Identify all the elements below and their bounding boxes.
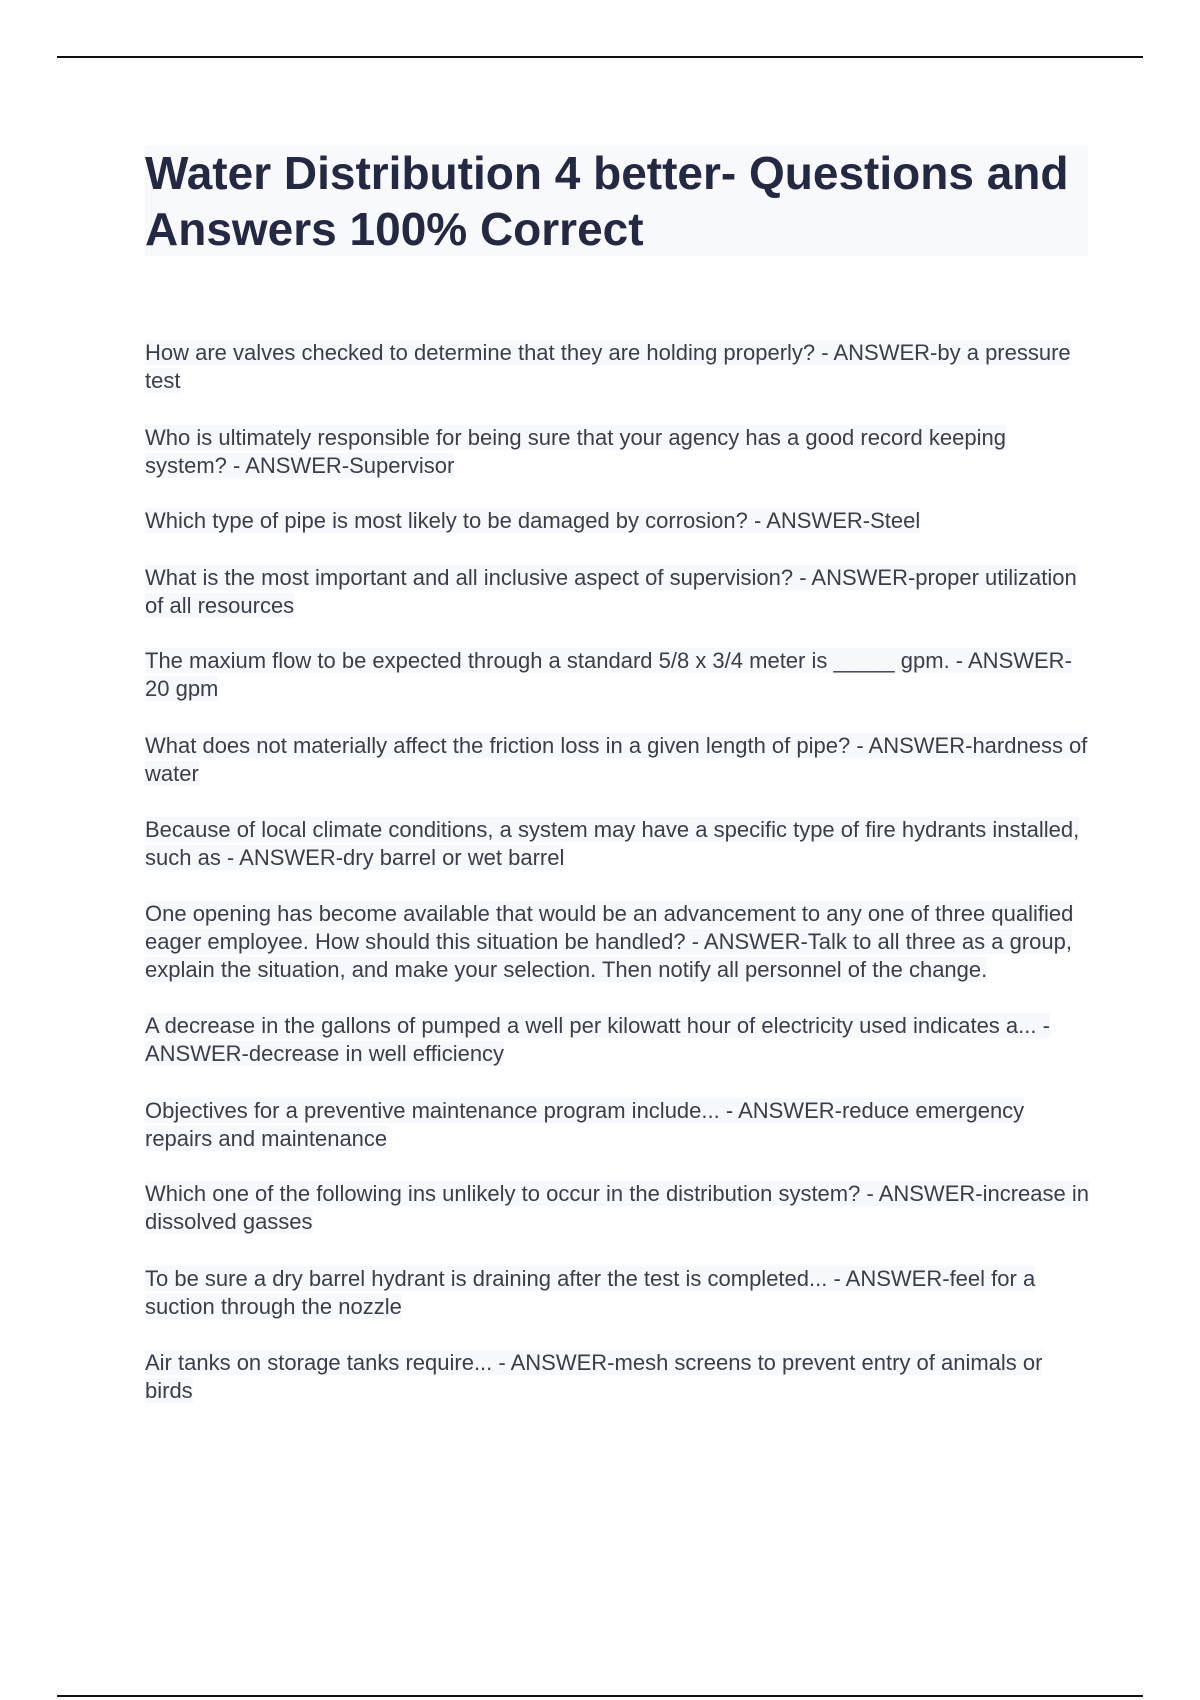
qa-text: Which type of pipe is most likely to be damaged by corrosion? - ANSWER-Steel [145, 508, 921, 533]
qa-text: To be sure a dry barrel hydrant is draining after the test is completed... - ANSWER-feel for a suction through the nozzle [145, 1266, 1036, 1319]
qa-item [145, 647, 1090, 703]
qa-text: Because of local climate conditions, a system may have a specific type of fire hydrants installed, such as - ANSWER-dry barrel or wet barrel [145, 817, 1080, 870]
qa-item [145, 1265, 1090, 1321]
qa-item [145, 1180, 1090, 1236]
qa-text: A decrease in the gallons of pumped a well per kilowatt hour of electricity used indicates a... - ANSWER-decrease in well efficiency [145, 1013, 1050, 1066]
qa-text: Objectives for a preventive maintenance program include... - ANSWER-reduce emergency repairs and maintenance [145, 1098, 1025, 1151]
qa-text: What is the most important and all inclusive aspect of supervision? - ANSWER-proper utilization of all resources [145, 565, 1077, 618]
qa-item [145, 1097, 1090, 1153]
title-block [145, 146, 1088, 256]
qa-item [145, 424, 1090, 480]
qa-item [145, 564, 1090, 620]
qa-text: Who is ultimately responsible for being sure that your agency has a good record keeping system? - ANSWER-Supervisor [145, 425, 1006, 478]
qa-text: The maxium flow to be expected through a standard 5/8 x 3/4 meter is _____ gpm. - ANSWER-20 gpm [145, 648, 1072, 701]
qa-item [145, 1349, 1090, 1405]
qa-text: What does not materially affect the friction loss in a given length of pipe? - ANSWER-hardness of water [145, 733, 1088, 786]
qa-item [145, 507, 1090, 535]
qa-item [145, 732, 1090, 788]
qa-item [145, 816, 1090, 872]
qa-list [145, 339, 1090, 1405]
qa-text: Which one of the following ins unlikely to occur in the distribution system? - ANSWER-increase in dissolved gasses [145, 1181, 1089, 1234]
document-title: Water Distribution 4 better- Questions and Answers 100% Correct [145, 147, 1069, 255]
qa-text: How are valves checked to determine that they are holding properly? - ANSWER-by a pressure test [145, 340, 1071, 393]
header-rule [57, 56, 1143, 58]
qa-text: Air tanks on storage tanks require... - ANSWER-mesh screens to prevent entry of animals or birds [145, 1350, 1043, 1403]
qa-text: One opening has become available that would be an advancement to any one of three qualified eager employee. How should this situation be handled? - ANSWER-Talk to all three as a group, explain the situation, and make your selection. Then notify all personnel of the change. [145, 901, 1074, 982]
qa-item [145, 1012, 1090, 1068]
qa-item [145, 900, 1090, 984]
footer-rule [57, 1695, 1143, 1697]
qa-item [145, 339, 1090, 395]
